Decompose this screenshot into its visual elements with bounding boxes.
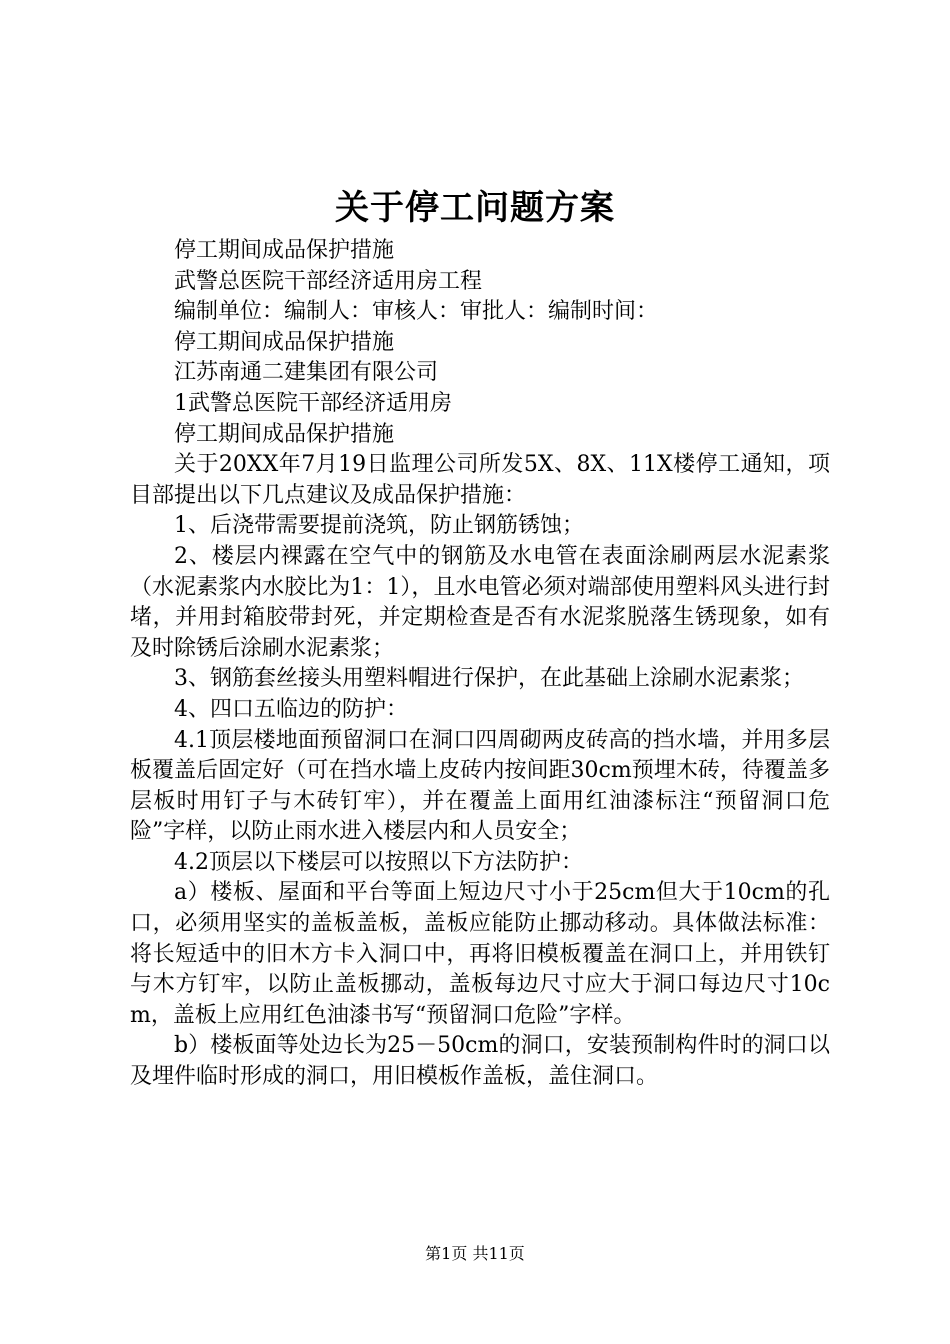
paragraph: 4.1顶层楼地面预留洞口在洞口四周砌两皮砖高的挡水墙，并用多层板覆盖后固定好（可在挡水墙上皮砖内按间距30cm预埋木砖，待覆盖多层板时用钉子与木砖钉牢），并在覆盖上面用红油漆标注“预留洞口危险”字样，以防止雨水进入楼层内和人员安全； [130,727,830,845]
paragraph: 3、钢筋套丝接头用塑料帽进行保护，在此基础上涂刷水泥素浆； [174,666,804,692]
paragraph: 停工期间成品保护措施 [174,329,395,355]
paragraph: 武警总医院干部经济适用房工程 [174,268,483,294]
paragraph: 1武警总医院干部经济适用房 [174,390,452,416]
paragraph: 江苏南通二建集团有限公司 [174,360,439,386]
paragraph: 编制单位：编制人：审核人：审批人：编制时间： [174,299,659,325]
paragraph: 4、四口五临边的防护： [174,696,408,722]
paragraph: a）楼板、屋面和平台等面上短边尺寸小于25cm但大于10cm的孔口，必须用坚实的盖板盖板，盖板应能防止挪动移动。具体做法标准：将长短适中的旧木方卡入洞口中，再将旧模板覆盖在洞口上，并用铁钉与木方钉牢，以防止盖板挪动，盖板每边尺寸应大于洞口每边尺寸10cm，盖板上应用红色油漆书写“预留洞口危险”字样。 [130,880,830,1028]
paragraph: 停工期间成品保护措施 [174,421,395,447]
paragraph: 2、楼层内裸露在空气中的钢筋及水电管在表面涂刷两层水泥素浆（水泥素浆内水胶比为1：1），且水电管必须对端部使用塑料风头进行封堵，并用封箱胶带封死，并定期检查是否有水泥浆脱落生锈现象，如有及时除锈后涂刷水泥素浆； [130,543,830,661]
paragraph: b）楼板面等处边长为25－50cm的洞口，安装预制构件时的洞口以及埋件临时形成的洞口，用旧模板作盖板，盖住洞口。 [130,1033,830,1090]
paragraph: 1、后浇带需要提前浇筑，防止钢筋锈蚀； [174,513,584,539]
document-title: 关于停工问题方案 [335,188,615,228]
page-footer: 第1页 共11页 [425,1244,525,1263]
document-body [130,236,830,1093]
paragraph: 4.2顶层以下楼层可以按照以下方法防护： [174,849,583,875]
paragraph: 停工期间成品保护措施 [174,238,395,263]
paragraph: 关于20XX年7月19日监理公司所发5X、8X、11X楼停工通知，项目部提出以下几点建议及成品保护措施： [130,452,830,508]
